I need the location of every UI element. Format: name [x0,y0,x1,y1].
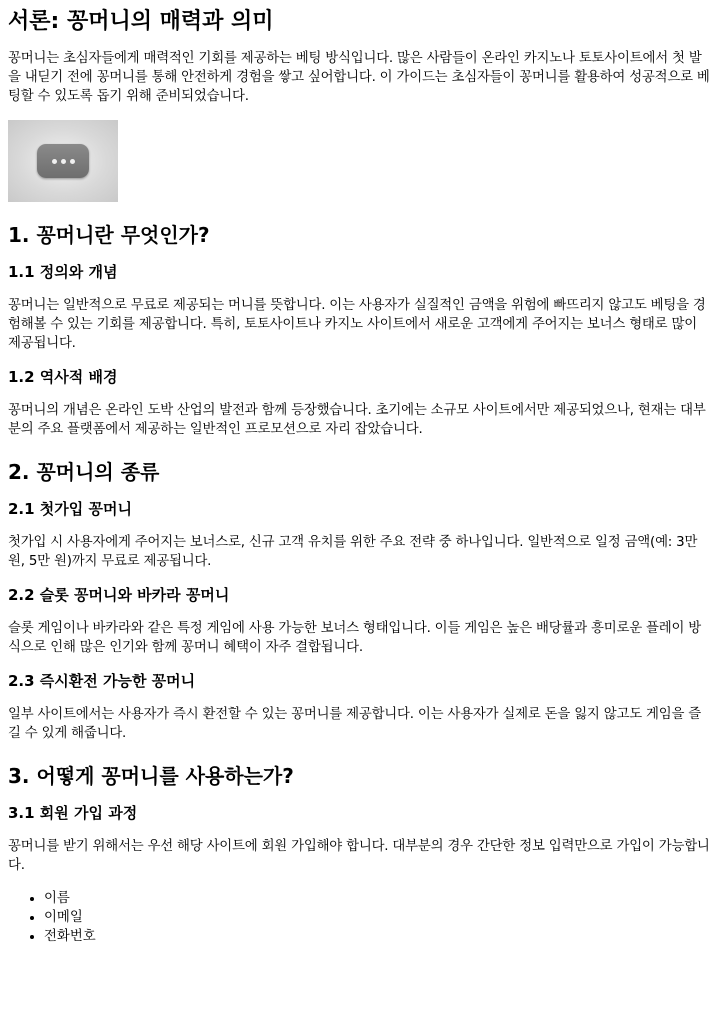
intro-paragraph: 꽁머니는 초심자들에게 매력적인 기회를 제공하는 베팅 방식입니다. 많은 사람들이 온라인 카지노나 토토사이트에서 첫 발을 내딛기 전에 꽁머니를 통해 안전하게 경험을 쌓고 싶어합니다. 이 가이드는 초심자들이 꽁머니를 활용하여 성공적으로 베팅할 수 있도록 돕기 위해 준비되었습니다. [8,51,710,104]
list-item: • 전화번호 [44,927,712,946]
subsection-text: 꽁머니를 받기 위해서는 우선 해당 사이트에 회원 가입해야 합니다. 대부분의 경우 간단한 정보 입력만으로 가입이 가능합니다. [8,839,710,873]
section-heading: 3. 어떻게 꽁머니를 사용하는가? [8,764,294,788]
section-heading: 2. 꽁머니의 종류 [8,460,160,484]
article [0,8,720,946]
subsection-heading: 2.2 슬롯 꽁머니와 바카라 꽁머니 [8,586,230,604]
page-title: 서론: 꽁머니의 매력과 의미 [8,9,274,34]
embedded-image-placeholder [8,120,118,202]
subsection-text: 일부 사이트에서는 사용자가 즉시 환전할 수 있는 꽁머니를 제공합니다. 이는 사용자가 실제로 돈을 잃지 않고도 게임을 즐길 수 있게 해줍니다. [8,707,701,741]
section-heading: 1. 꽁머니란 무엇인가? [8,223,210,247]
signup-info-list [8,889,712,946]
subsection-heading: 2.3 즉시환전 가능한 꽁머니 [8,672,196,690]
list-item: • 이름 [44,889,712,908]
subsection-heading: 2.1 첫가입 꽁머니 [8,500,132,518]
ellipsis-icon [37,144,89,178]
list-item: • 이메일 [44,908,712,927]
subsection-heading: 3.1 회원 가입 과정 [8,804,138,822]
subsection-heading: 1.1 정의와 개념 [8,263,118,281]
subsection-heading: 1.2 역사적 배경 [8,368,118,386]
subsection-text: 꽁머니의 개념은 온라인 도박 산업의 발전과 함께 등장했습니다. 초기에는 소규모 사이트에서만 제공되었으나, 현재는 대부분의 주요 플랫폼에서 제공하는 일반적인 프로모션으로 자리 잡았습니다. [8,403,706,437]
subsection-text: 슬롯 게임이나 바카라와 같은 특정 게임에 사용 가능한 보너스 형태입니다. 이들 게임은 높은 배당률과 흥미로운 플레이 방식으로 인해 많은 인기와 함께 꽁머니 혜택이 자주 결합됩니다. [8,621,701,655]
subsection-text: 첫가입 시 사용자에게 주어지는 보너스로, 신규 고객 유치를 위한 주요 전략 중 하나입니다. 일반적으로 일정 금액(예: 3만 원, 5만 원)까지 무료로 제공됩니다. [8,535,698,569]
subsection-text: 꽁머니는 일반적으로 무료로 제공되는 머니를 뜻합니다. 이는 사용자가 실질적인 금액을 위험에 빠뜨리지 않고도 베팅을 경험해볼 수 있는 기회를 제공합니다. 특히, 토토사이트나 카지노 사이트에서 새로운 고객에게 주어지는 보너스 형태로 많이 제공됩니다. [8,298,706,351]
